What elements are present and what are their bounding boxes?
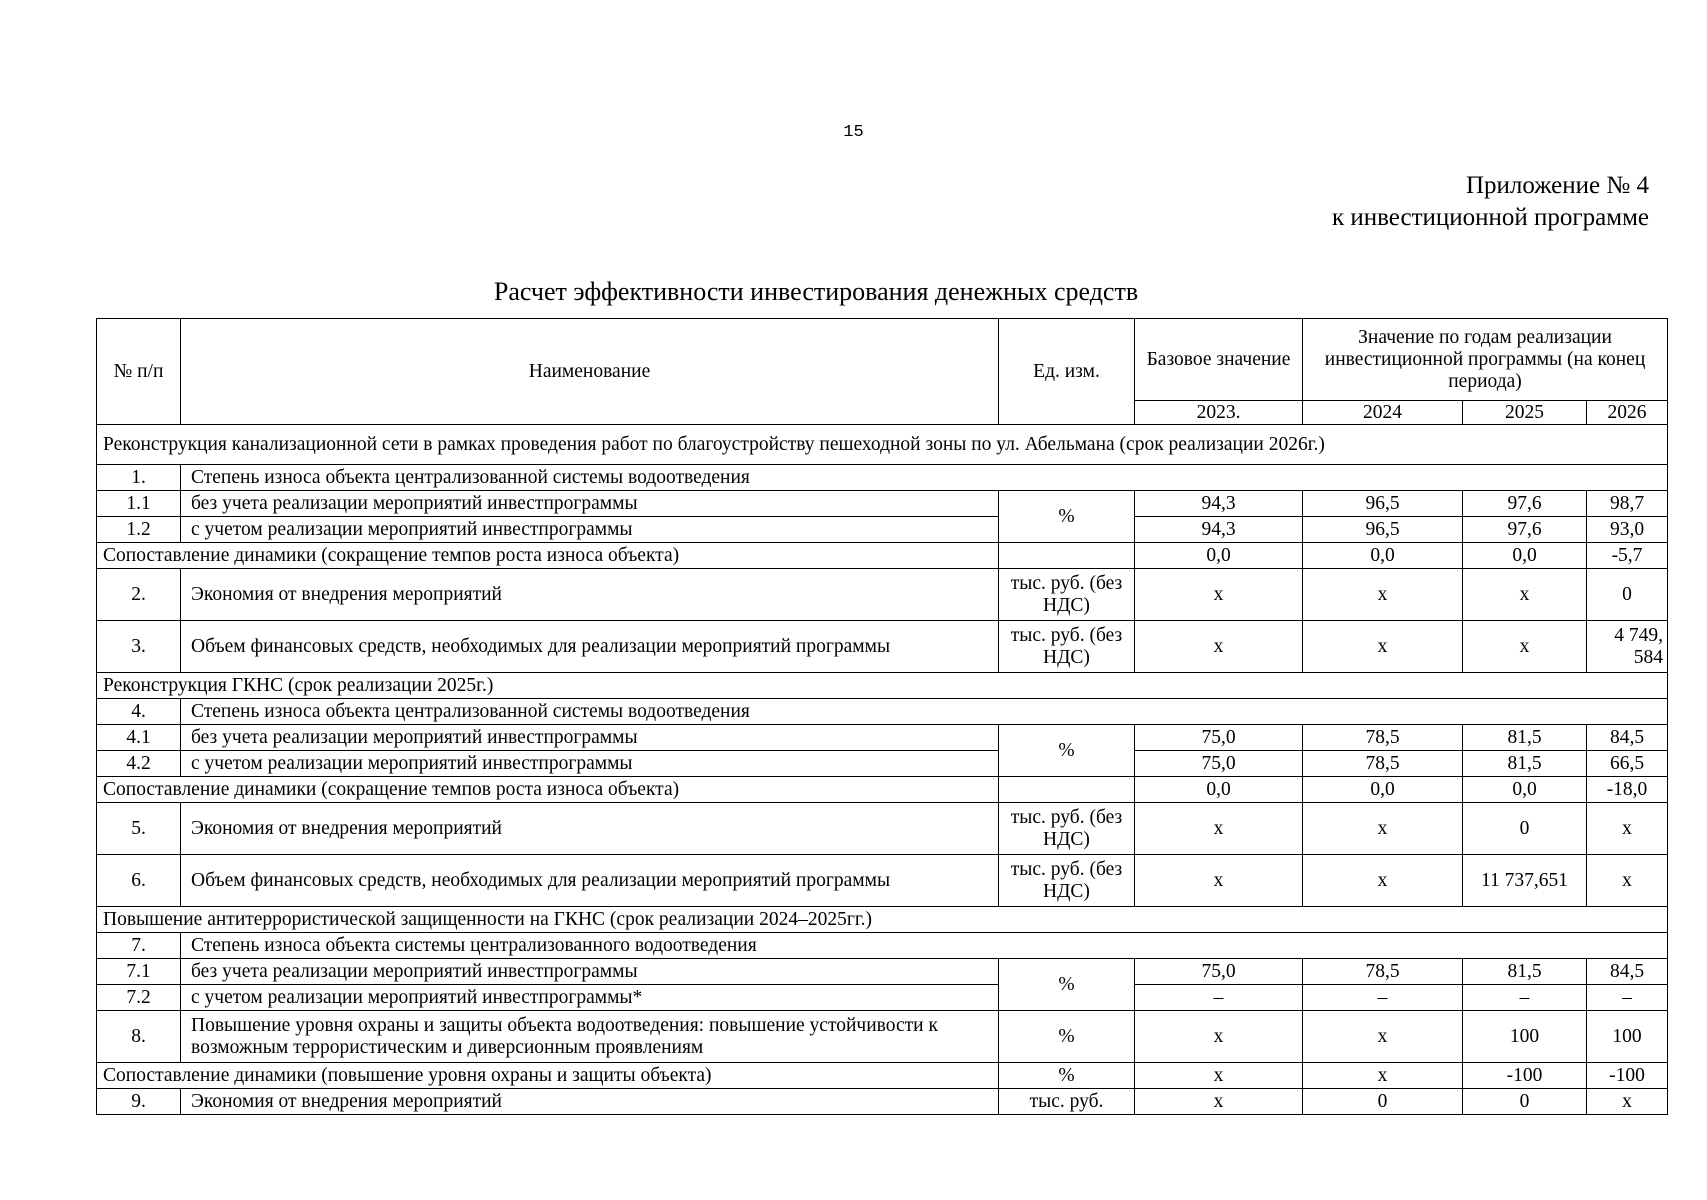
cell-value: х bbox=[1303, 621, 1463, 673]
cell-value: х bbox=[1463, 621, 1587, 673]
row-name: с учетом реализации мероприятий инвестпрограммы bbox=[181, 751, 999, 777]
row-name: с учетом реализации мероприятий инвестпрограммы* bbox=[181, 985, 999, 1011]
row-name: Степень износа объекта централизованной системы водоотведения bbox=[181, 699, 1668, 725]
row-num: 5. bbox=[97, 803, 181, 855]
cell-value: -5,7 bbox=[1587, 543, 1668, 569]
row-num: 8. bbox=[97, 1011, 181, 1063]
cell-value: х bbox=[1303, 855, 1463, 907]
cell-value: 94,3 bbox=[1135, 491, 1303, 517]
cell-value: х bbox=[1587, 803, 1668, 855]
cell-value: – bbox=[1135, 985, 1303, 1011]
cell-value: 4 749, 584 bbox=[1587, 621, 1668, 673]
cell-value: -100 bbox=[1587, 1063, 1668, 1089]
row-name: Степень износа объекта централизованной системы водоотведения bbox=[181, 465, 1668, 491]
cell-value: – bbox=[1587, 985, 1668, 1011]
header-year-2026: 2026 bbox=[1587, 401, 1668, 425]
cell-value: 0 bbox=[1587, 569, 1668, 621]
cell-value: х bbox=[1135, 621, 1303, 673]
cell-value: х bbox=[1303, 803, 1463, 855]
cell-value: 84,5 bbox=[1587, 959, 1668, 985]
row-name: Объем финансовых средств, необходимых для реализации мероприятий программы bbox=[181, 855, 999, 907]
cell-value: х bbox=[1135, 803, 1303, 855]
header-years-group: Значение по годам реализации инвестиционной программы (на конец периода) bbox=[1303, 319, 1668, 401]
cell-value: 81,5 bbox=[1463, 959, 1587, 985]
row-num: 1.2 bbox=[97, 517, 181, 543]
cell-value: 0 bbox=[1303, 1089, 1463, 1115]
cell-value: – bbox=[1463, 985, 1587, 1011]
compare-name: Сопоставление динамики (повышение уровня охраны и защиты объекта) bbox=[97, 1063, 999, 1089]
row-unit-empty bbox=[999, 543, 1135, 569]
header-base: Базовое значение bbox=[1135, 319, 1303, 401]
cell-value: 0,0 bbox=[1135, 543, 1303, 569]
row-num: 4. bbox=[97, 699, 181, 725]
cell-value: х bbox=[1135, 1063, 1303, 1089]
cell-value: 97,6 bbox=[1463, 491, 1587, 517]
cell-value: 75,0 bbox=[1135, 725, 1303, 751]
compare-name: Сопоставление динамики (сокращение темпов роста износа объекта) bbox=[97, 777, 999, 803]
row-num: 7. bbox=[97, 933, 181, 959]
cell-value: 0,0 bbox=[1463, 543, 1587, 569]
row-name: Экономия от внедрения мероприятий bbox=[181, 803, 999, 855]
row-unit: % bbox=[999, 491, 1135, 543]
header-base-year: 2023. bbox=[1135, 401, 1303, 425]
row-name: Повышение уровня охраны и защиты объекта водоотведения: повышение устойчивости к возможным террористическим и диверсионным проявлениям bbox=[181, 1011, 999, 1063]
row-unit: % bbox=[999, 725, 1135, 777]
page-number: 15 bbox=[843, 123, 864, 142]
cell-value: 100 bbox=[1463, 1011, 1587, 1063]
row-name: без учета реализации мероприятий инвестпрограммы bbox=[181, 725, 999, 751]
row-num: 4.2 bbox=[97, 751, 181, 777]
row-name: без учета реализации мероприятий инвестпрограммы bbox=[181, 959, 999, 985]
cell-value: 78,5 bbox=[1303, 959, 1463, 985]
section-title: Реконструкция ГКНС (срок реализации 2025г.) bbox=[97, 673, 1668, 699]
row-unit: тыс. руб. (без НДС) bbox=[999, 569, 1135, 621]
row-name: Степень износа объекта системы централизованного водоотведения bbox=[181, 933, 1668, 959]
cell-value: х bbox=[1135, 855, 1303, 907]
row-num: 7.1 bbox=[97, 959, 181, 985]
cell-value: 0,0 bbox=[1303, 543, 1463, 569]
row-num: 4.1 bbox=[97, 725, 181, 751]
cell-value: 0,0 bbox=[1303, 777, 1463, 803]
cell-value: 11 737,651 bbox=[1463, 855, 1587, 907]
cell-value: – bbox=[1303, 985, 1463, 1011]
header-num: № п/п bbox=[97, 319, 181, 425]
row-unit: % bbox=[999, 959, 1135, 1011]
row-name: Экономия от внедрения мероприятий bbox=[181, 1089, 999, 1115]
cell-value: -100 bbox=[1463, 1063, 1587, 1089]
cell-value: 81,5 bbox=[1463, 751, 1587, 777]
row-name: Экономия от внедрения мероприятий bbox=[181, 569, 999, 621]
section-title: Повышение антитеррористической защищенности на ГКНС (срок реализации 2024–2025гг.) bbox=[97, 907, 1668, 933]
header-year-2024: 2024 bbox=[1303, 401, 1463, 425]
row-unit: тыс. руб. (без НДС) bbox=[999, 621, 1135, 673]
cell-value: -18,0 bbox=[1587, 777, 1668, 803]
row-num: 1.1 bbox=[97, 491, 181, 517]
appendix-line-1: Приложение № 4 bbox=[1465, 172, 1649, 199]
cell-value: 84,5 bbox=[1587, 725, 1668, 751]
cell-value: х bbox=[1587, 1089, 1668, 1115]
row-unit: тыс. руб. bbox=[999, 1089, 1135, 1115]
efficiency-table bbox=[96, 318, 1668, 1115]
section-title: Реконструкция канализационной сети в рамках проведения работ по благоустройству пешеходной зоны по ул. Абельмана (срок реализации 2026г.) bbox=[97, 425, 1668, 465]
cell-value: 0,0 bbox=[1463, 777, 1587, 803]
row-unit: % bbox=[999, 1011, 1135, 1063]
cell-value: х bbox=[1587, 855, 1668, 907]
cell-value: 0 bbox=[1463, 803, 1587, 855]
cell-value: 96,5 bbox=[1303, 517, 1463, 543]
row-num: 9. bbox=[97, 1089, 181, 1115]
row-unit: тыс. руб. (без НДС) bbox=[999, 803, 1135, 855]
cell-value: 100 bbox=[1587, 1011, 1668, 1063]
compare-name: Сопоставление динамики (сокращение темпов роста износа объекта) bbox=[97, 543, 999, 569]
cell-value: х bbox=[1135, 1089, 1303, 1115]
header-unit: Ед. изм. bbox=[999, 319, 1135, 425]
cell-value: х bbox=[1303, 1011, 1463, 1063]
cell-value: х bbox=[1135, 569, 1303, 621]
row-unit: % bbox=[999, 1063, 1135, 1089]
row-unit: тыс. руб. (без НДС) bbox=[999, 855, 1135, 907]
cell-value: 75,0 bbox=[1135, 959, 1303, 985]
cell-value: х bbox=[1303, 569, 1463, 621]
cell-value: 93,0 bbox=[1587, 517, 1668, 543]
document-title bbox=[96, 277, 1707, 307]
row-num: 6. bbox=[97, 855, 181, 907]
cell-value: 78,5 bbox=[1303, 725, 1463, 751]
cell-value: 97,6 bbox=[1463, 517, 1587, 543]
cell-value: 78,5 bbox=[1303, 751, 1463, 777]
row-num: 2. bbox=[97, 569, 181, 621]
row-num: 3. bbox=[97, 621, 181, 673]
row-num: 7.2 bbox=[97, 985, 181, 1011]
cell-value: 98,7 bbox=[1587, 491, 1668, 517]
row-name: с учетом реализации мероприятий инвестпрограммы bbox=[181, 517, 999, 543]
cell-value: х bbox=[1463, 569, 1587, 621]
cell-value: 81,5 bbox=[1463, 725, 1587, 751]
cell-value: 96,5 bbox=[1303, 491, 1463, 517]
document-title-text: Расчет эффективности инвестирования денежных средств bbox=[493, 277, 1139, 306]
cell-value: 75,0 bbox=[1135, 751, 1303, 777]
header-name: Наименование bbox=[181, 319, 999, 425]
header-year-2025: 2025 bbox=[1463, 401, 1587, 425]
row-name: Объем финансовых средств, необходимых для реализации мероприятий программы bbox=[181, 621, 999, 673]
cell-value: х bbox=[1303, 1063, 1463, 1089]
row-num: 1. bbox=[97, 465, 181, 491]
cell-value: 0,0 bbox=[1135, 777, 1303, 803]
appendix-caption bbox=[1332, 170, 1649, 234]
cell-value: х bbox=[1135, 1011, 1303, 1063]
cell-value: 0 bbox=[1463, 1089, 1587, 1115]
row-name: без учета реализации мероприятий инвестпрограммы bbox=[181, 491, 999, 517]
row-unit-empty bbox=[999, 777, 1135, 803]
cell-value: 94,3 bbox=[1135, 517, 1303, 543]
appendix-line-2: к инвестиционной программе bbox=[1331, 204, 1649, 231]
cell-value: 66,5 bbox=[1587, 751, 1668, 777]
